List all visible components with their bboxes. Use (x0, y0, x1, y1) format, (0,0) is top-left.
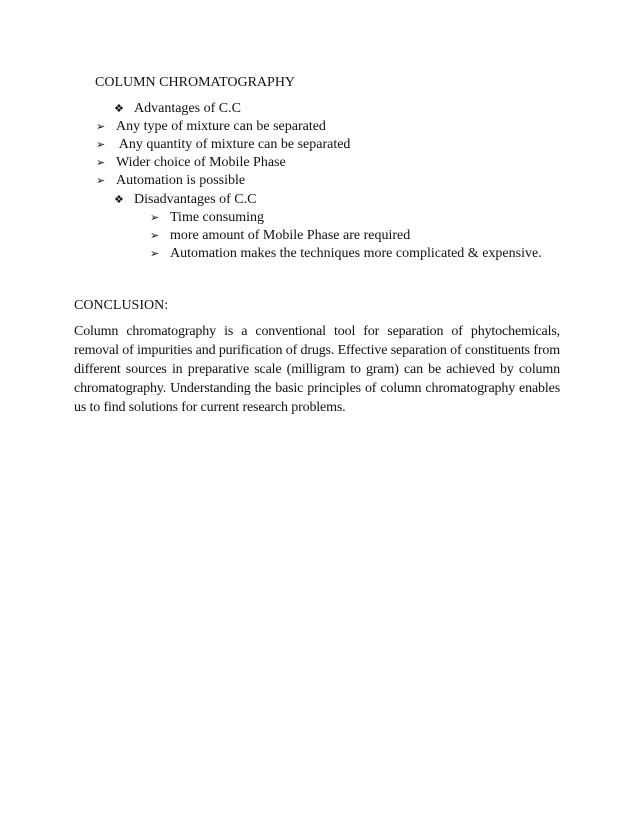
advantages-heading-label: Advantages of C.C (134, 101, 241, 116)
arrowhead-bullet-icon: ➢ (150, 229, 160, 242)
advantage-item-text: Wider choice of Mobile Phase (116, 155, 286, 170)
disadvantages-heading-label: Disadvantages of C.C (134, 192, 257, 207)
diamond-bullet-icon: ❖ (114, 193, 124, 206)
diamond-bullet-icon: ❖ (114, 102, 124, 115)
arrowhead-bullet-icon: ➢ (96, 138, 106, 151)
arrowhead-bullet-icon: ➢ (150, 211, 160, 224)
advantage-item-text: Any quantity of mixture can be separated (116, 137, 351, 152)
advantage-item-text: Automation is possible (116, 173, 246, 188)
conclusion-paragraph: Column chromatography is a conventional tool for separation of phytochemicals, removal of impurities and purification of drugs. Effective separation of constituents from different sources in preparative scale (milligram to gram) can be achieved by column chromatography. Understanding the basic principles of column chromatography enables us to find solutions for current research problems. (74, 324, 560, 415)
advantage-item (96, 172, 245, 190)
arrowhead-bullet-icon: ➢ (150, 247, 160, 260)
conclusion-heading: CONCLUSION: (74, 298, 169, 313)
page-title: COLUMN CHROMATOGRAPHY (95, 75, 296, 90)
disadvantage-item-text: Time consuming (170, 210, 264, 225)
advantages-heading (114, 100, 241, 118)
arrowhead-bullet-icon: ➢ (96, 156, 106, 169)
disadvantages-heading (114, 191, 256, 209)
disadvantage-item-text: Automation makes the techniques more complicated & expensive. (170, 246, 542, 261)
disadvantage-item (150, 245, 542, 263)
arrowhead-bullet-icon: ➢ (96, 120, 106, 133)
disadvantage-item (150, 227, 410, 245)
arrowhead-bullet-icon: ➢ (96, 174, 106, 187)
disadvantage-item (150, 209, 264, 227)
advantage-item (96, 136, 350, 154)
advantage-item-text: Any type of mixture can be separated (116, 119, 326, 134)
advantage-item (96, 118, 326, 136)
disadvantage-item-text: more amount of Mobile Phase are required (170, 228, 411, 243)
advantage-item (96, 154, 286, 172)
